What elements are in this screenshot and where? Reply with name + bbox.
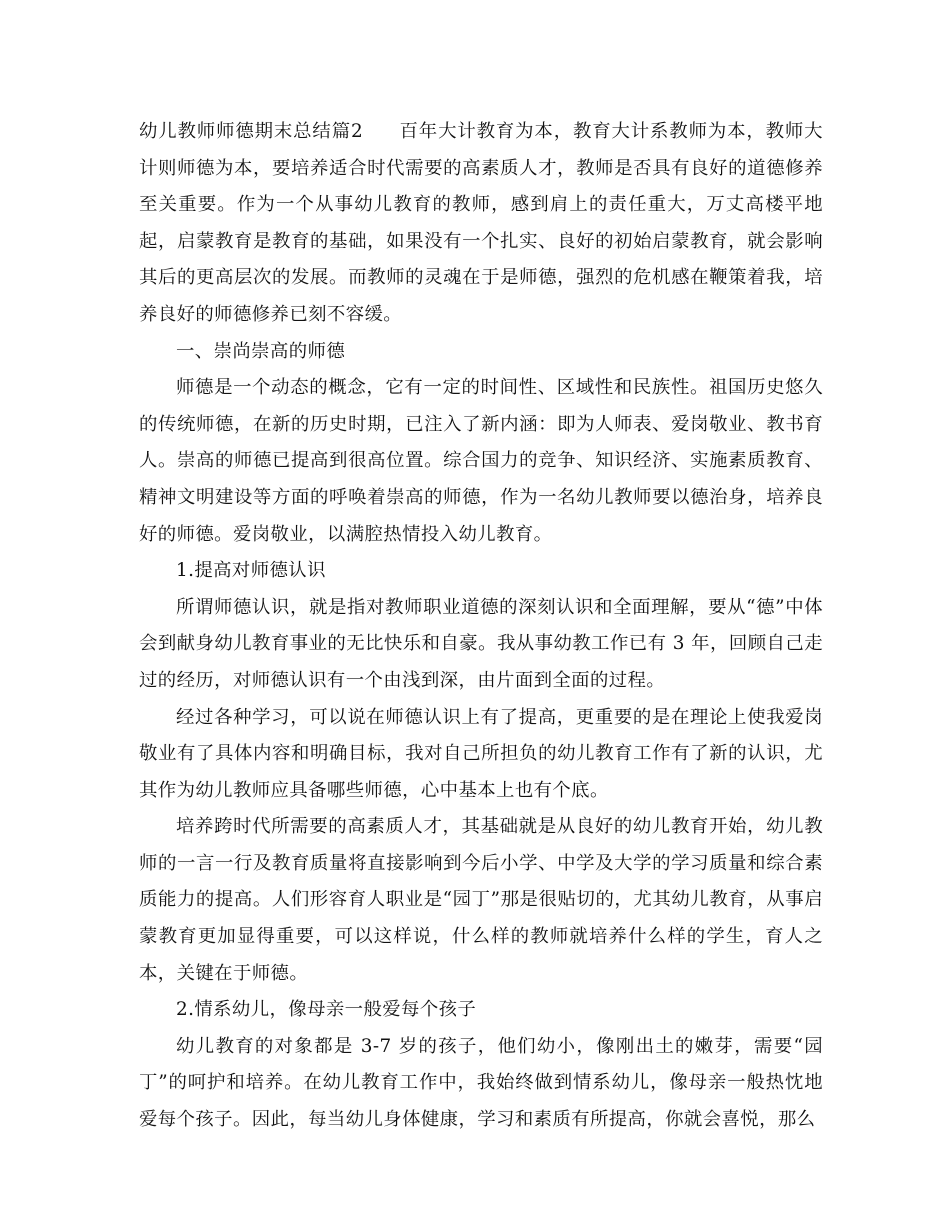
paragraph: 培养跨时代所需要的高素质人才，其基础就是从良好的幼儿教育开始，幼儿教师的一言一行及教育质量将直接影响到今后小学、中学及大学的学习质量和综合素质能力的提高。人们形容育人职业是“园丁”那是很贴切的，尤其幼儿教育，从事启蒙教育更加显得重要，可以这样说，什么样的教师就培养什么样的学生，育人之本，关键在于师德。 bbox=[139, 816, 823, 984]
paragraph: 所谓师德认识，就是指对教师职业道德的深刻认识和全面理解，要从“德”中体会到献身幼儿教育事业的无比快乐和自豪。我从事幼教工作已有 3 年，回顾自己走过的经历，对师德认识有一个由浅到深，由片面到全面的过程。 bbox=[139, 596, 823, 691]
section-heading-1: 一、崇尚崇高的师德 bbox=[176, 340, 346, 362]
intro-paragraph bbox=[139, 114, 823, 334]
subheading-2: 2.情系幼儿，像母亲一般爱每个孩子 bbox=[176, 999, 477, 1021]
document-body bbox=[139, 114, 823, 1139]
document-title: 幼儿教师师德期末总结篇2 bbox=[139, 121, 364, 142]
paragraph: 师德是一个动态的概念，它有一定的时间性、区域性和民族性。祖国历史悠久的传统师德，在新的历史时期，已注入了新内涵：即为人师表、爱岗敬业、教书育人。崇高的师德已提高到很高位置。综合国力的竞争、知识经济、实施素质教育、精神文明建设等方面的呼唤着崇高的师德，作为一名幼儿教师要以德治身，培养良好的师德。爱岗敬业，以满腔热情投入幼儿教育。 bbox=[139, 377, 823, 545]
subheading-1: 1.提高对师德认识 bbox=[176, 560, 326, 582]
paragraph-text: 百年大计教育为本，教育大计系教师为本，教师大计则师德为本，要培养适合时代需要的高素质人才，教师是否具有良好的道德修养至关重要。作为一个从事幼儿教育的教师，感到肩上的责任重大，万丈高楼平地起，启蒙教育是教育的基础，如果没有一个扎实、良好的初始启蒙教育，就会影响其后的更高层次的发展。而教师的灵魂在于是师德，强烈的危机感在鞭策着我，培养良好的师德修养已刻不容缓。 bbox=[139, 121, 823, 325]
paragraph: 经过各种学习，可以说在师德认识上有了提高，更重要的是在理论上使我爱岗敬业有了具体内容和明确目标，我对自己所担负的幼儿教育工作有了新的认识，尤其作为幼儿教师应具备哪些师德，心中基本上也有个底。 bbox=[139, 706, 823, 801]
paragraph: 幼儿教育的对象都是 3-7 岁的孩子，他们幼小，像刚出土的嫩芽，需要“园丁”的呵护和培养。在幼儿教育工作中，我始终做到情系幼儿，像母亲一般热忱地爱每个孩子。因此，每当幼儿身体健康，学习和素质有所提高，你就会喜悦，那么 bbox=[139, 1035, 823, 1131]
